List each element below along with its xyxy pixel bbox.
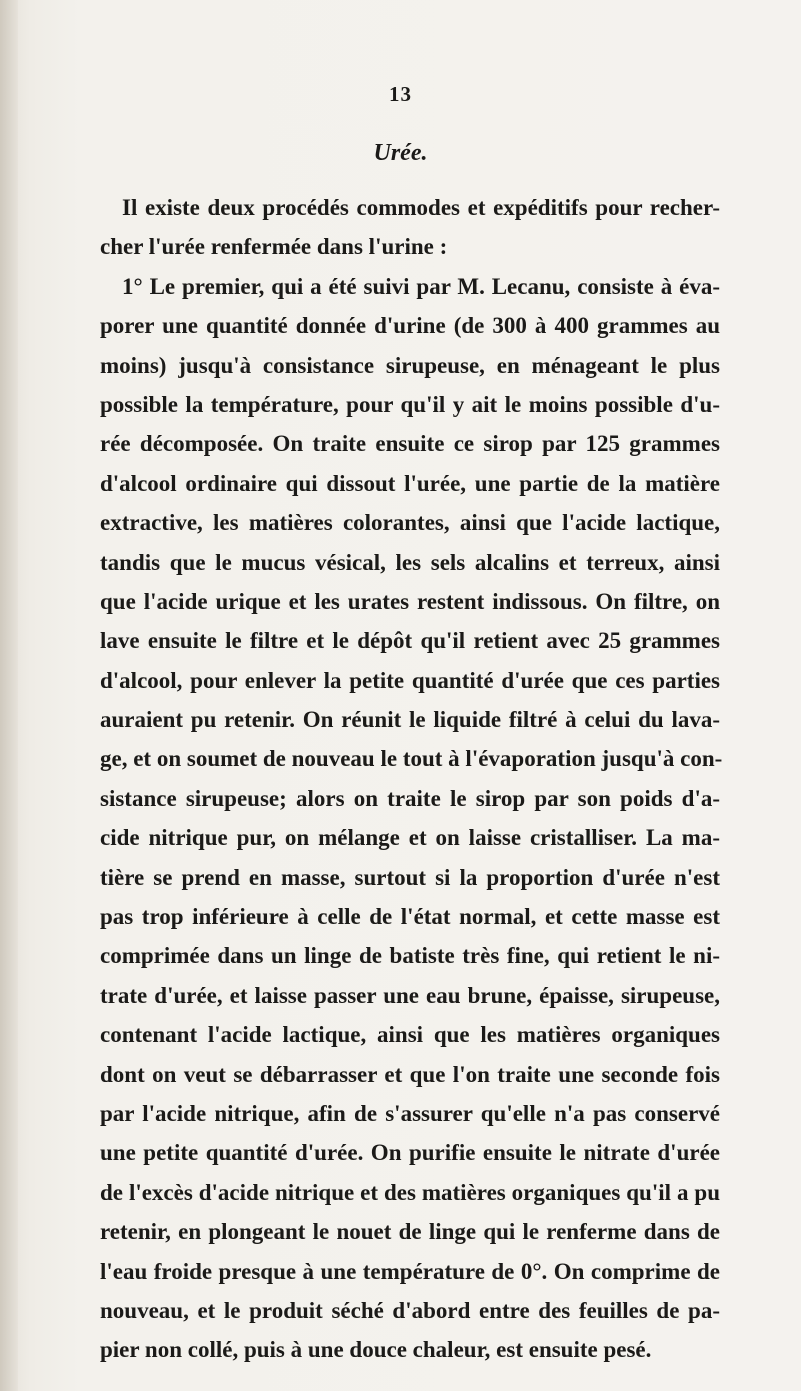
- text-line: de l'excès d'acide nitrique et des matières organiques qu'il a pu: [100, 1179, 720, 1205]
- text-line: retenir, en plongeant le nouet de linge qui le renferme dans de: [100, 1219, 720, 1245]
- text-line: rée décomposée. On traite ensuite ce sirop par 125 grammes: [100, 431, 720, 457]
- text-line: possible la température, pour qu'il y ait le moins possible d'u-: [100, 391, 720, 417]
- text-line: tandis que le mucus vésical, les sels alcalins et terreux, ainsi: [100, 549, 720, 575]
- text-line: contenant l'acide lactique, ainsi que les matières organiques: [100, 1022, 720, 1048]
- text-line: pas trop inférieure à celle de l'état normal, et cette masse est: [100, 904, 720, 930]
- text-line: l'eau froide presque à une température de 0°. On comprime de: [100, 1258, 720, 1284]
- text-line: 1° Le premier, qui a été suivi par M. Lecanu, consiste à éva-: [122, 273, 720, 299]
- text-line: moins) jusqu'à consistance sirupeuse, en ménageant le plus: [100, 352, 720, 378]
- text-line: cide nitrique pur, on mélange et on laisse cristalliser. La ma-: [100, 825, 720, 851]
- text-line: extractive, les matières colorantes, ainsi que l'acide lactique,: [100, 510, 720, 536]
- text-line: auraient pu retenir. On réunit le liquide filtré à celui du lava-: [100, 707, 720, 733]
- text-line: ge, et on soumet de nouveau le tout à l'évaporation jusqu'à con-: [100, 746, 723, 772]
- text-line: que l'acide urique et les urates restent indissous. On filtre, on: [100, 588, 720, 614]
- text-line: d'alcool ordinaire qui dissout l'urée, une partie de la matière: [100, 470, 720, 496]
- text-line: par l'acide nitrique, afin de s'assurer qu'elle n'a pas conservé: [100, 1100, 720, 1126]
- text-line: lave ensuite le filtre et le dépôt qu'il retient avec 25 grammes: [100, 628, 720, 654]
- text-line: tière se prend en masse, surtout si la proportion d'urée n'est: [100, 864, 720, 890]
- text-line: sistance sirupeuse; alors on traite le sirop par son poids d'a-: [100, 785, 720, 811]
- text-line: une petite quantité d'urée. On purifie ensuite le nitrate d'urée: [100, 1140, 720, 1166]
- section-title: Urée.: [373, 140, 428, 166]
- text-line: porer une quantité donnée d'urine (de 300 à 400 grammes au: [100, 313, 720, 339]
- text-line: nouveau, et le produit séché d'abord entre des feuilles de pa-: [100, 1297, 720, 1323]
- page-number: 13: [389, 82, 412, 106]
- text-line: d'alcool, pour enlever la petite quantité d'urée que ces parties: [100, 667, 720, 693]
- body-text: [100, 188, 723, 1370]
- text-line: trate d'urée, et laisse passer une eau brune, épaisse, sirupeuse,: [100, 982, 720, 1008]
- page-spine-shadow: [0, 0, 18, 1391]
- text-line: Il existe deux procédés commodes et expéditifs pour recher-: [122, 195, 720, 220]
- text-line: dont on veut se débarrasser et que l'on traite une seconde fois: [100, 1061, 720, 1087]
- text-line: comprimée dans un linge de batiste très fine, qui retient le ni-: [100, 943, 720, 969]
- text-line: pier non collé, puis à une douce chaleur, est ensuite pesé.: [100, 1337, 652, 1363]
- text-line: cher l'urée renfermée dans l'urine :: [100, 234, 448, 260]
